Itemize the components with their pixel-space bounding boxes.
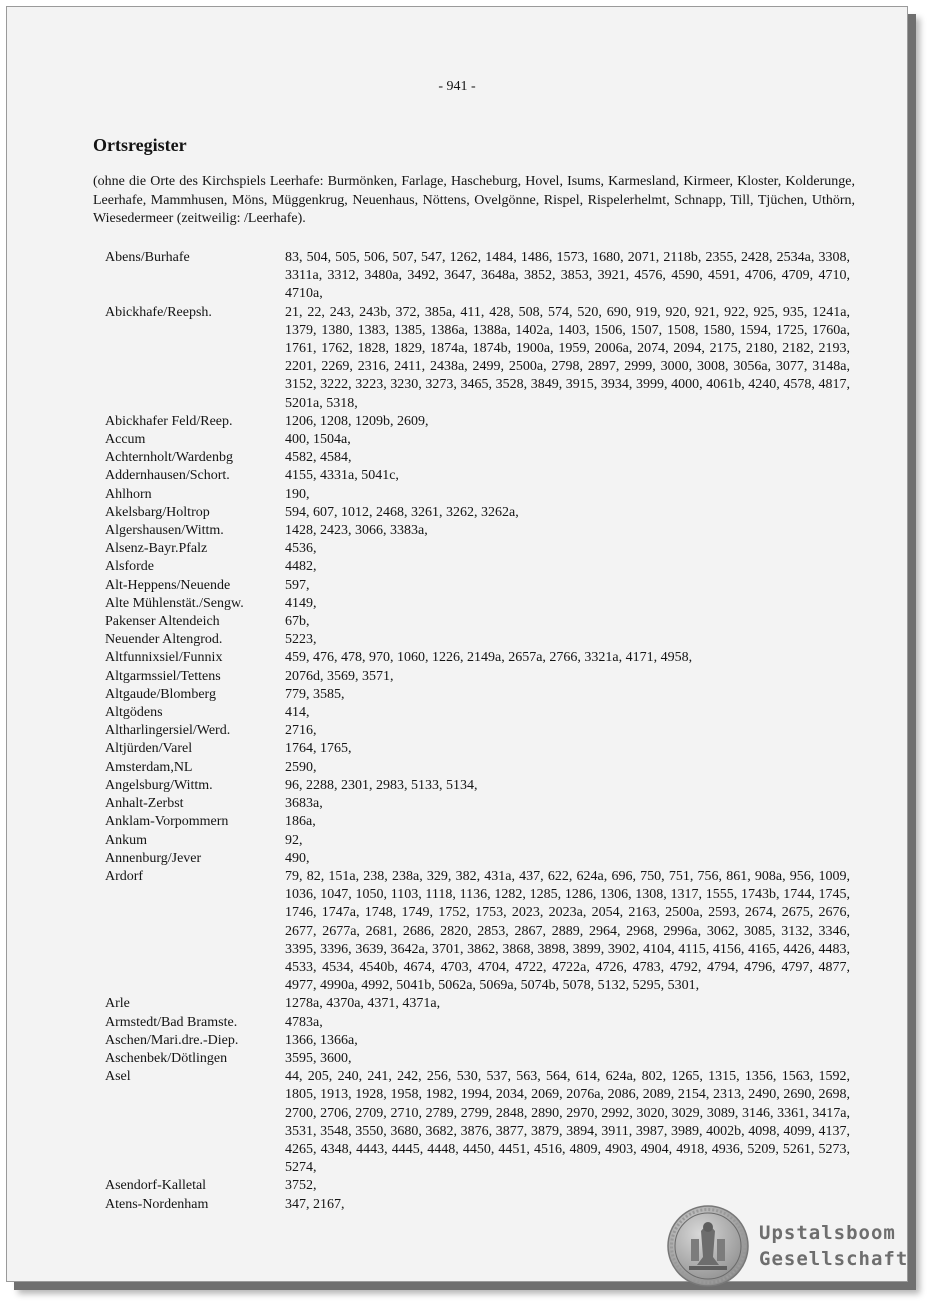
place-name: Asendorf-Kalletal <box>105 1178 207 1194</box>
place-name: Asel <box>105 1069 131 1085</box>
register-row <box>105 558 850 576</box>
place-name: Altjürden/Varel <box>105 741 193 757</box>
place-name: Amsterdam,NL <box>105 759 193 775</box>
entry-numbers: 4582, 4584, <box>285 450 352 466</box>
register-row <box>105 668 850 686</box>
entry-numbers: 1428, 2423, 3066, 3383a, <box>285 523 428 539</box>
entry-numbers: 4783a, <box>285 1014 323 1030</box>
entry-numbers: 2590, <box>285 759 317 775</box>
place-name: Alsforde <box>105 559 154 575</box>
register-row <box>105 449 850 467</box>
entry-numbers: 4536, <box>285 541 317 557</box>
register-row <box>105 504 850 522</box>
entry-numbers: 21, 22, 243, 243b, 372, 385a, 411, 428, 508, 574, 520, 690, 919, 920, 921, 922, 925, 935, 1241a, 1379, 1380, 1383, 1385, 1386a, 1388a, 1402a, 1403, 1506, 1507, 1508, 1580, 1594, 1725, 1760a, 1761, 1762, 1828, 1829, 1874a, 1874b, 1900a, 1959, 2006a, 2074, 2094, 2175, 2180, 2182, 2193, 2201, 2269, 2316, 2411, 2438a, 2499, 2500a, 2798, 2897, 2999, 3000, 3008, 3056a, 3077, 3148a, 3152, 3222, 3223, 3230, 3273, 3465, 3528, 3849, 3915, 3934, 3999, 4000, 4061b, 4240, 4578, 4817, 5201a, 5318, <box>285 304 850 411</box>
entry-numbers: 1206, 1208, 1209b, 2609, <box>285 413 429 429</box>
register-row <box>105 613 850 631</box>
entry-numbers: 4155, 4331a, 5041c, <box>285 468 399 484</box>
entry-numbers: 92, <box>285 832 303 848</box>
entry-numbers: 490, <box>285 850 310 866</box>
place-name: Alsenz-Bayr.Pfalz <box>105 541 208 557</box>
register-row <box>105 249 850 304</box>
register-row <box>105 759 850 777</box>
publisher-logo <box>667 1205 908 1287</box>
place-name: Angelsburg/Wittm. <box>105 777 213 793</box>
place-name: Altgaude/Blomberg <box>105 686 216 702</box>
place-name: Altgarmssiel/Tettens <box>105 668 221 684</box>
place-name: Achternholt/Wardenbg <box>105 450 233 466</box>
register-row <box>105 1014 850 1032</box>
entry-numbers: 67b, <box>285 614 310 630</box>
upstalsboom-seal-icon <box>667 1205 749 1287</box>
register-row <box>105 304 850 413</box>
place-name: Atens-Nordenham <box>105 1196 209 1212</box>
entry-numbers: 347, 2167, <box>285 1196 345 1212</box>
entry-numbers: 190, <box>285 486 310 502</box>
page-title: Ortsregister <box>93 135 187 155</box>
entry-numbers: 594, 607, 1012, 2468, 3261, 3262, 3262a, <box>285 504 519 520</box>
place-name: Altgödens <box>105 705 163 721</box>
place-name: Pakenser Altendeich <box>105 614 220 630</box>
register-row <box>105 704 850 722</box>
place-name: Addernhausen/Schort. <box>105 468 230 484</box>
entry-numbers: 3595, 3600, <box>285 1050 352 1066</box>
place-name: Altfunnixsiel/Funnix <box>105 650 223 666</box>
intro-paragraph: (ohne die Orte des Kirchspiels Leerhafe: Burmönken, Farlage, Hascheburg, Hovel, Isums, Karmesland, Kirmeer, Kloster, Kolderunge, Leerhafe, Mammhusen, Möns, Müggenkrug, Neuenhaus, Nöttens, Ovelgönne, Rispel, Rispelerhelmt, Schnapp, Till, Tjüchen, Uthörn, Wiesedermeer (zeitweilig: /Leerhafe). <box>93 174 855 226</box>
register-row <box>105 595 850 613</box>
entry-numbers: 3683a, <box>285 796 323 812</box>
entry-numbers: 779, 3585, <box>285 686 345 702</box>
place-name: Ankum <box>105 832 147 848</box>
logo-line-2: Gesellschaft <box>759 1248 909 1270</box>
place-name: Anklam-Vorpommern <box>105 814 229 830</box>
register-row <box>105 540 850 558</box>
entry-numbers: 4482, <box>285 559 317 575</box>
register-row <box>105 649 850 667</box>
register-row <box>105 686 850 704</box>
entry-numbers: 597, <box>285 577 310 593</box>
page-number: - 941 - <box>438 79 476 94</box>
place-name: Alte Mühlenstät./Sengw. <box>105 595 244 611</box>
entry-numbers: 4149, <box>285 595 317 611</box>
entry-numbers: 400, 1504a, <box>285 432 351 448</box>
entry-numbers: 44, 205, 240, 241, 242, 256, 530, 537, 563, 564, 614, 624a, 802, 1265, 1315, 1356, 1563, 1592, 1805, 1913, 1928, 1958, 1982, 1994, 2034, 2069, 2076a, 2086, 2089, 2154, 2313, 2490, 2690, 2698, 2700, 2706, 2709, 2710, 2789, 2799, 2848, 2890, 2970, 2992, 3020, 3029, 3089, 3146, 3361, 3417a, 3531, 3548, 3550, 3680, 3682, 3876, 3877, 3879, 3894, 3911, 3987, 3989, 4002b, 4098, 4099, 4137, 4265, 4348, 4443, 4445, 4448, 4450, 4451, 4516, 4809, 4903, 4904, 4918, 4936, 5209, 5261, 5273, 5274, <box>285 1069 850 1176</box>
register-row <box>105 832 850 850</box>
entry-numbers: 5223, <box>285 632 317 648</box>
place-name: Ahlhorn <box>105 486 152 502</box>
place-name: Accum <box>105 432 146 448</box>
place-name: Ardorf <box>105 868 144 884</box>
place-name: Aschen/Mari.dre.-Diep. <box>105 1032 239 1048</box>
place-name: Algershausen/Wittm. <box>105 523 224 539</box>
place-name: Armstedt/Bad Bramste. <box>105 1014 238 1030</box>
place-name: Abickhafer Feld/Reep. <box>105 413 233 429</box>
register-row <box>105 868 850 995</box>
place-name: Altharlingersiel/Werd. <box>105 723 231 739</box>
register-row <box>105 850 850 868</box>
entry-numbers: 79, 82, 151a, 238, 238a, 329, 382, 431a, 437, 622, 624a, 696, 750, 751, 756, 861, 908a, 956, 1009, 1036, 1047, 1050, 1103, 1118, 1136, 1282, 1285, 1286, 1306, 1308, 1317, 1555, 1743b, 1744, 1745, 1746, 1747a, 1748, 1749, 1752, 1753, 2023, 2023a, 2054, 2163, 2500a, 2593, 2674, 2675, 2676, 2677, 2677a, 2681, 2686, 2820, 2853, 2867, 2889, 2964, 2968, 2996a, 3062, 3085, 3132, 3346, 3395, 3396, 3639, 3642a, 3701, 3862, 3868, 3898, 3899, 3902, 4104, 4115, 4156, 4165, 4426, 4483, 4533, 4534, 4540b, 4674, 4703, 4704, 4722, 4722a, 4726, 4783, 4792, 4794, 4796, 4797, 4877, 4977, 4990a, 4992, 5041b, 5062a, 5069a, 5074b, 5078, 5132, 5295, 5301, <box>285 868 850 994</box>
place-name: Arle <box>105 996 130 1012</box>
entry-numbers: 414, <box>285 705 310 721</box>
place-name: Alt-Heppens/Neuende <box>105 577 231 593</box>
entry-numbers: 1366, 1366a, <box>285 1032 358 1048</box>
register-row <box>105 813 850 831</box>
register-row <box>105 1177 850 1195</box>
register-row <box>105 740 850 758</box>
entry-numbers: 459, 476, 478, 970, 1060, 1226, 2149a, 2657a, 2766, 3321a, 4171, 4958, <box>285 650 693 666</box>
register-row <box>105 1032 850 1050</box>
logo-line-1: Upstalsboom <box>759 1222 896 1244</box>
entry-numbers: 186a, <box>285 814 316 830</box>
register-row <box>105 431 850 449</box>
register-row <box>105 413 850 431</box>
place-register-table <box>105 249 850 1214</box>
place-name: Abens/Burhafe <box>105 250 190 265</box>
entry-numbers: 2716, <box>285 723 317 739</box>
register-row <box>105 577 850 595</box>
register-row <box>105 995 850 1013</box>
register-row <box>105 631 850 649</box>
register-row <box>105 522 850 540</box>
register-row <box>105 486 850 504</box>
place-name: Akelsbarg/Holtrop <box>105 504 210 520</box>
place-name: Anhalt-Zerbst <box>105 796 184 812</box>
logo-text <box>759 1220 908 1272</box>
entry-numbers: 2076d, 3569, 3571, <box>285 668 394 684</box>
register-row <box>105 1050 850 1068</box>
register-row <box>105 722 850 740</box>
place-name: Aschenbek/Dötlingen <box>105 1050 228 1066</box>
register-body <box>105 249 850 1214</box>
register-row <box>105 795 850 813</box>
register-row <box>105 1068 850 1177</box>
entry-numbers: 3752, <box>285 1178 317 1194</box>
place-name: Neuender Altengrod. <box>105 632 223 648</box>
place-name: Annenburg/Jever <box>105 850 202 866</box>
place-name: Abickhafe/Reepsh. <box>105 304 212 320</box>
register-row <box>105 777 850 795</box>
entry-numbers: 96, 2288, 2301, 2983, 5133, 5134, <box>285 777 478 793</box>
document-page <box>6 6 908 1282</box>
register-row <box>105 467 850 485</box>
entry-numbers: 1764, 1765, <box>285 741 352 757</box>
entry-numbers: 1278a, 4370a, 4371, 4371a, <box>285 996 441 1012</box>
entry-numbers: 83, 504, 505, 506, 507, 547, 1262, 1484, 1486, 1573, 1680, 2071, 2118b, 2355, 2428, 2534a, 3308, 3311a, 3312, 3480a, 3492, 3647, 3648a, 3852, 3853, 3921, 4576, 4590, 4591, 4706, 4709, 4710, 4710a, <box>285 250 850 302</box>
